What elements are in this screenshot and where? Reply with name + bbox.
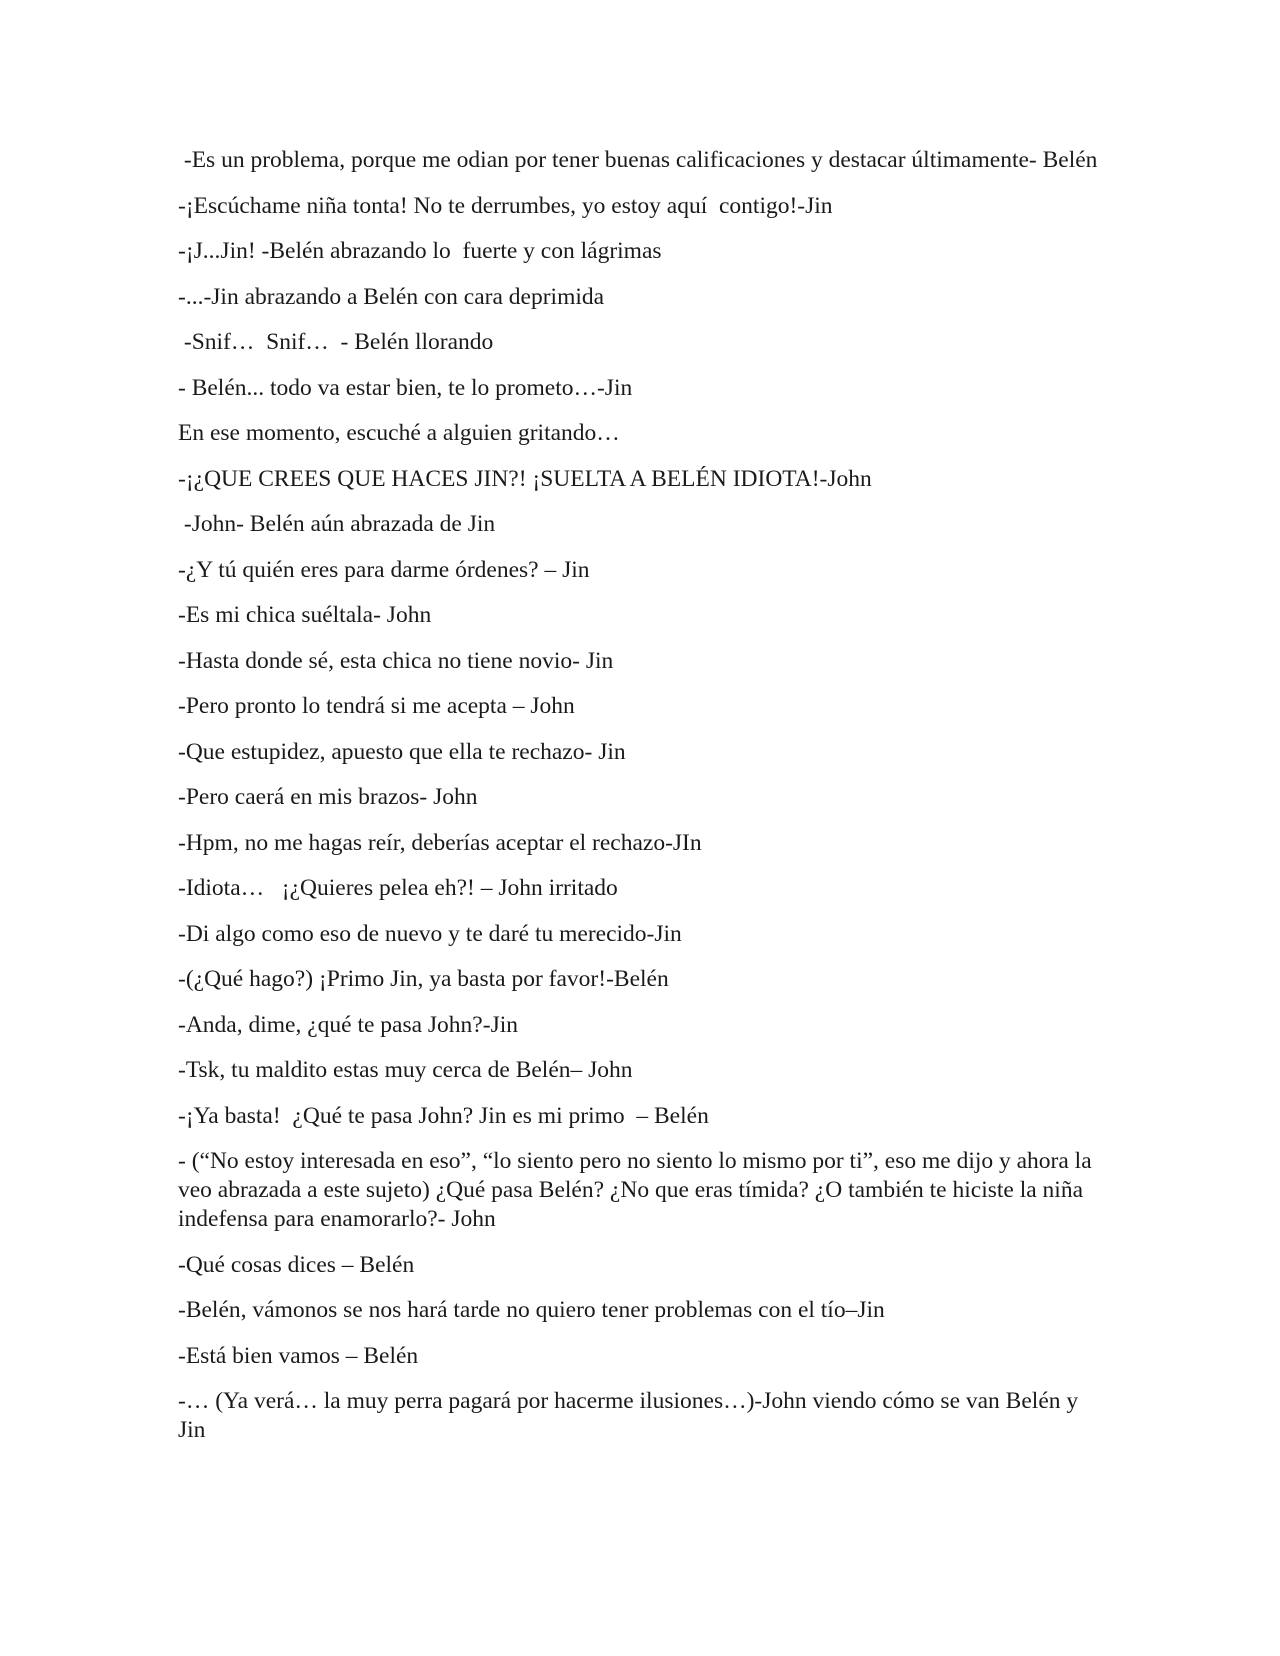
paragraph: -¡J...Jin! -Belén abrazando lo fuerte y con lágrimas [178, 238, 662, 264]
paragraph: - (“No estoy interesada en eso”, “lo siento pero no siento lo mismo por ti”, eso me dijo y ahora la veo abrazada a este sujeto) ¿Qué pasa Belén? ¿No que eras tímida? ¿O también te hiciste la niña indefensa para enamorarlo?- John [178, 1148, 1098, 1232]
paragraph: -Está bien vamos – Belén [178, 1342, 419, 1369]
paragraph: -¡Escúchame niña tonta! No te derrumbes, yo estoy aquí contigo!-Jin [178, 192, 833, 219]
paragraph: -Es mi chica suéltala- John [178, 602, 432, 628]
paragraph: -Pero caerá en mis brazos- John [178, 784, 478, 810]
paragraph: -Qué cosas dices – Belén [178, 1251, 415, 1278]
document-body [178, 146, 1108, 1462]
paragraph: -...-Jin abrazando a Belén con cara deprimida [178, 283, 605, 310]
paragraph: -Snif… Snif… - Belén llorando [178, 329, 494, 355]
paragraph: -Idiota… ¡¿Quieres pelea eh?! – John irritado [178, 875, 618, 901]
paragraph: En ese momento, escuché a alguien gritando… [178, 420, 620, 446]
paragraph: -Di algo como eso de nuevo y te daré tu merecido-Jin [178, 920, 682, 947]
paragraph: -Tsk, tu maldito estas muy cerca de Belén– John [178, 1057, 633, 1083]
paragraph: -Hasta donde sé, esta chica no tiene novio- Jin [178, 647, 614, 674]
paragraph: -¡Ya basta! ¿Qué te pasa John? Jin es mi primo – Belén [178, 1102, 709, 1129]
paragraph: -… (Ya verá… la muy perra pagará por hacerme ilusiones…)-John viendo cómo se van Belén y Jin [178, 1388, 1085, 1443]
paragraph: -(¿Qué hago?) ¡Primo Jin, ya basta por favor!-Belén [178, 966, 669, 992]
paragraph: -Anda, dime, ¿qué te pasa John?-Jin [178, 1011, 518, 1038]
paragraph: -Pero pronto lo tendrá si me acepta – John [178, 693, 575, 719]
paragraph: -Hpm, no me hagas reír, deberías aceptar el rechazo-JIn [178, 829, 702, 856]
paragraph: -¡¿QUE CREES QUE HACES JIN?! ¡SUELTA A BELÉN IDIOTA!-John [178, 465, 872, 492]
paragraph: -Belén, vámonos se nos hará tarde no quiero tener problemas con el tío–Jin [178, 1297, 885, 1323]
paragraph: -¿Y tú quién eres para darme órdenes? – Jin [178, 556, 590, 583]
paragraph: -Que estupidez, apuesto que ella te rechazo- Jin [178, 738, 626, 765]
paragraph: - Belén... todo va estar bien, te lo prometo…-Jin [178, 374, 633, 401]
paragraph: -Es un problema, porque me odian por tener buenas calificaciones y destacar últimamente- Belén [178, 147, 1098, 173]
paragraph: -John- Belén aún abrazada de Jin [178, 511, 496, 537]
